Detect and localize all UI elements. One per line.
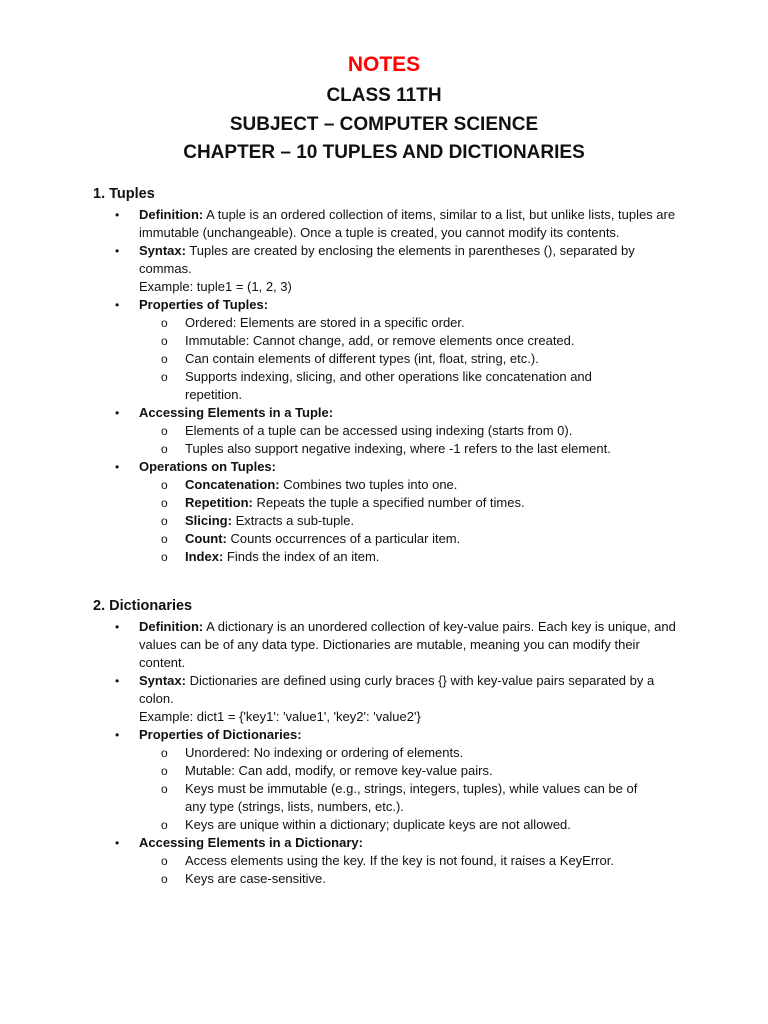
accessing-text: Keys are case-sensitive. xyxy=(185,871,326,886)
tuples-properties-item xyxy=(93,296,679,404)
dictionaries-syntax-text: Dictionaries are defined using curly braces {} with key-value pairs separated by a colon. xyxy=(139,673,655,706)
circle-bullet-icon: o xyxy=(161,352,168,366)
dictionaries-example: Example: dict1 = {'key1': 'value1', 'key2': 'value2'} xyxy=(139,709,421,724)
operation-label: Index: xyxy=(185,549,224,564)
chapter-heading: CHAPTER – 10 TUPLES AND DICTIONARIES xyxy=(183,142,585,163)
list-item xyxy=(139,350,643,368)
circle-bullet-icon: o xyxy=(161,424,168,438)
tuples-accessing-item xyxy=(93,404,679,458)
accessing-text: Tuples also support negative indexing, where -1 refers to the last element. xyxy=(185,441,611,456)
bullet-icon: • xyxy=(115,460,120,474)
bullet-icon: • xyxy=(115,208,120,222)
circle-bullet-icon: o xyxy=(161,782,168,796)
list-item xyxy=(139,852,643,870)
dictionaries-accessing-item xyxy=(93,834,679,888)
bullet-icon: • xyxy=(115,406,120,420)
circle-bullet-icon: o xyxy=(161,370,168,384)
bullet-icon: • xyxy=(115,836,120,850)
tuples-syntax-label: Syntax: xyxy=(139,243,186,258)
operation-label: Concatenation: xyxy=(185,477,280,492)
dictionaries-definition-item xyxy=(93,618,679,672)
circle-bullet-icon: o xyxy=(161,550,168,564)
subject-heading: SUBJECT – COMPUTER SCIENCE xyxy=(229,114,539,135)
tuples-operations-label: Operations on Tuples: xyxy=(139,459,276,474)
operation-label: Repetition: xyxy=(185,495,253,510)
operation-label: Count: xyxy=(185,531,227,546)
circle-bullet-icon: o xyxy=(161,818,168,832)
tuples-accessing-list xyxy=(139,422,679,458)
circle-bullet-icon: o xyxy=(161,442,168,456)
list-item xyxy=(139,816,643,834)
circle-bullet-icon: o xyxy=(161,334,168,348)
tuples-operations-item xyxy=(93,458,679,566)
bullet-icon: • xyxy=(115,620,120,634)
dictionaries-bullet-list xyxy=(93,618,693,888)
property-text: Unordered: No indexing or ordering of elements. xyxy=(185,745,464,760)
tuples-accessing-label: Accessing Elements in a Tuple: xyxy=(139,405,334,420)
list-item xyxy=(139,744,643,762)
dictionaries-syntax-item xyxy=(93,672,679,726)
property-text: Keys are unique within a dictionary; duplicate keys are not allowed. xyxy=(185,817,571,832)
list-item xyxy=(139,440,643,458)
circle-bullet-icon: o xyxy=(161,316,168,330)
tuples-definition-label: Definition: xyxy=(139,207,204,222)
dictionaries-heading: 2. Dictionaries xyxy=(93,598,193,614)
list-item xyxy=(139,780,643,816)
bullet-icon: • xyxy=(115,728,120,742)
circle-bullet-icon: o xyxy=(161,854,168,868)
dictionaries-definition-text: A dictionary is an unordered collection of key-value pairs. Each key is unique, and values can be of any data type. Dictionaries are mutable, meaning you can modify their content. xyxy=(139,619,676,670)
operation-label: Slicing: xyxy=(185,513,232,528)
bullet-icon: • xyxy=(115,298,120,312)
circle-bullet-icon: o xyxy=(161,532,168,546)
circle-bullet-icon: o xyxy=(161,496,168,510)
class-heading: CLASS 11TH xyxy=(326,85,442,106)
tuples-properties-label: Properties of Tuples: xyxy=(139,297,269,312)
dictionaries-properties-list xyxy=(139,744,679,834)
circle-bullet-icon: o xyxy=(161,872,168,886)
dictionaries-definition-label: Definition: xyxy=(139,619,204,634)
dictionaries-syntax-label: Syntax: xyxy=(139,673,186,688)
bullet-icon: • xyxy=(115,244,120,258)
tuples-properties-list xyxy=(139,314,679,404)
operation-text: Counts occurrences of a particular item. xyxy=(226,531,461,546)
circle-bullet-icon: o xyxy=(161,514,168,528)
list-item xyxy=(139,332,643,350)
property-text: Supports indexing, slicing, and other operations like concatenation and repetition. xyxy=(185,369,592,402)
list-item xyxy=(139,422,643,440)
accessing-text: Elements of a tuple can be accessed using indexing (starts from 0). xyxy=(185,423,573,438)
circle-bullet-icon: o xyxy=(161,478,168,492)
list-item xyxy=(139,494,643,512)
list-item xyxy=(139,368,643,404)
property-text: Immutable: Cannot change, add, or remove elements once created. xyxy=(185,333,575,348)
operation-text: Finds the index of an item. xyxy=(223,549,380,564)
circle-bullet-icon: o xyxy=(161,746,168,760)
operation-text: Combines two tuples into one. xyxy=(279,477,458,492)
operation-text: Extracts a sub-tuple. xyxy=(231,513,355,528)
accessing-text: Access elements using the key. If the key is not found, it raises a KeyError. xyxy=(185,853,614,868)
list-item xyxy=(139,476,643,494)
list-item xyxy=(139,530,643,548)
list-item xyxy=(139,314,643,332)
list-item xyxy=(139,870,643,888)
property-text: Keys must be immutable (e.g., strings, integers, tuples), while values can be of any type (strings, lists, numbers, etc.). xyxy=(185,781,638,814)
tuples-section xyxy=(93,185,693,566)
tuples-heading: 1. Tuples xyxy=(93,186,155,202)
operation-text: Repeats the tuple a specified number of times. xyxy=(252,495,525,510)
dictionaries-accessing-label: Accessing Elements in a Dictionary: xyxy=(139,835,363,850)
tuples-example: Example: tuple1 = (1, 2, 3) xyxy=(139,279,292,294)
dictionaries-section xyxy=(93,597,693,888)
list-item xyxy=(139,762,643,780)
list-item xyxy=(139,512,643,530)
tuples-bullet-list xyxy=(93,206,693,566)
bullet-icon: • xyxy=(115,674,120,688)
dictionaries-properties-label: Properties of Dictionaries: xyxy=(139,727,302,742)
property-text: Mutable: Can add, modify, or remove key-value pairs. xyxy=(185,763,493,778)
tuples-operations-list xyxy=(139,476,679,566)
notes-title: NOTES xyxy=(347,53,421,76)
property-text: Ordered: Elements are stored in a specific order. xyxy=(185,315,465,330)
dictionaries-properties-item xyxy=(93,726,679,834)
tuples-definition-text: A tuple is an ordered collection of items, similar to a list, but unlike lists, tuples are immutable (unchangeable). Once a tuple is created, you cannot modify its contents. xyxy=(139,207,676,240)
dictionaries-accessing-list xyxy=(139,852,679,888)
tuples-definition-item xyxy=(93,206,679,242)
tuples-syntax-item xyxy=(93,242,679,296)
property-text: Can contain elements of different types (int, float, string, etc.). xyxy=(185,351,539,366)
tuples-syntax-text: Tuples are created by enclosing the elements in parentheses (), separated by commas. xyxy=(139,243,635,276)
circle-bullet-icon: o xyxy=(161,764,168,778)
list-item xyxy=(139,548,643,566)
